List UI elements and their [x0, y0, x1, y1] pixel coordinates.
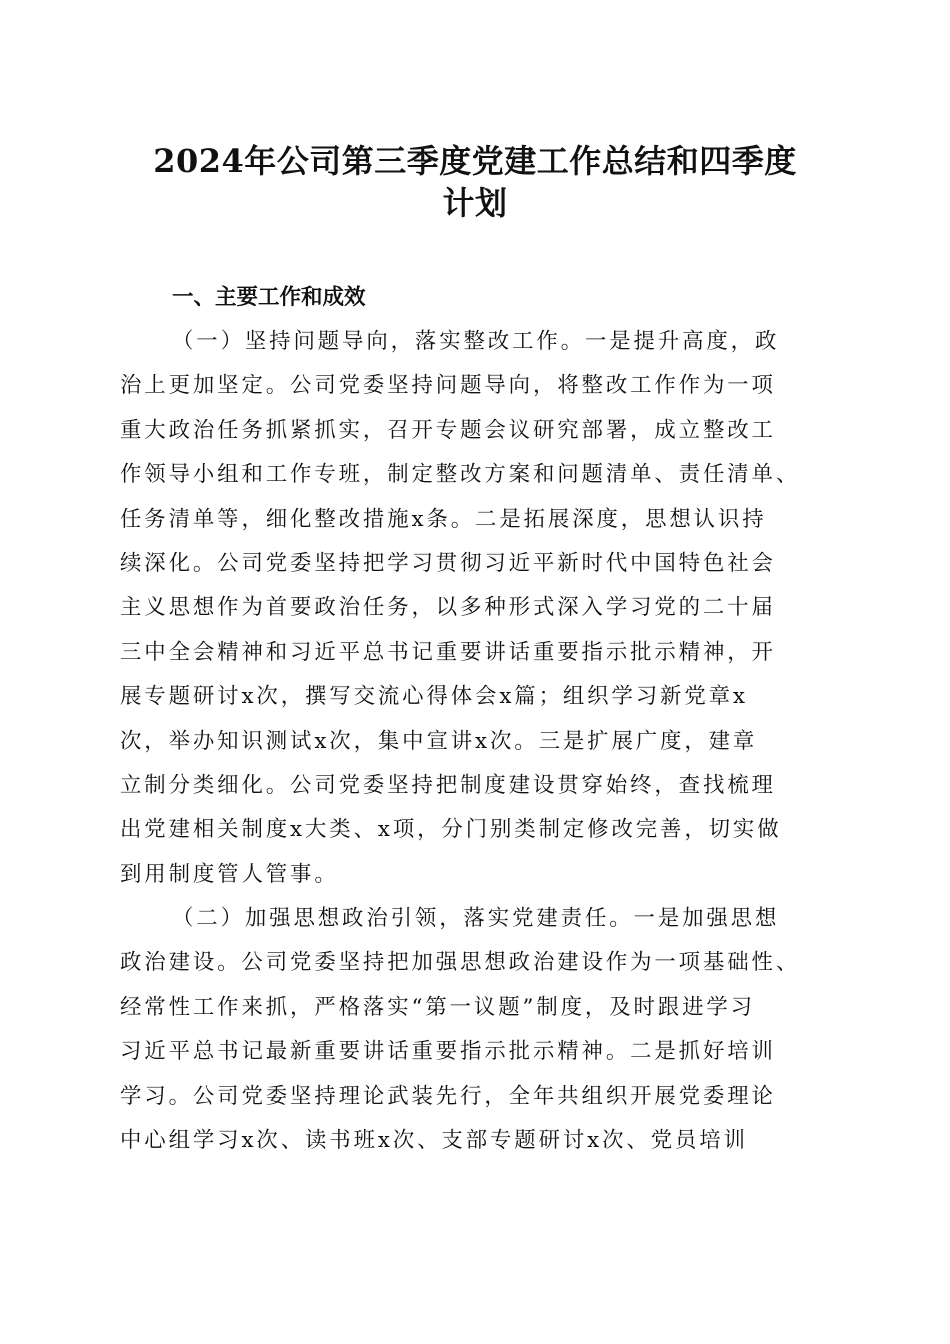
paragraph-line: 任务清单等，细化整改措施x条。二是拓展深度，思想认识持 — [120, 506, 767, 532]
paragraph-rectification — [120, 320, 840, 897]
paragraph-line: 主义思想作为首要政治任务，以多种形式深入学习党的二十届 — [120, 595, 776, 621]
title-line: 2024年公司第三季度党建工作总结和四季度 — [153, 142, 797, 180]
paragraph-line: 经常性工作来抓，严格落实“第一议题”制度，及时跟进学习 — [120, 994, 755, 1020]
section-heading: 一、主要工作和成效 — [172, 285, 366, 310]
paragraph-line: 到用制度管人管事。 — [120, 861, 339, 887]
paragraph-line: 中心组学习x次、读书班x次、支部专题研讨x次、党员培训 — [120, 1127, 748, 1153]
paragraph-line: 政治建设。公司党委坚持把加强思想政治建设作为一项基础性、 — [120, 950, 801, 976]
document-title — [100, 140, 850, 224]
paragraph-line: 次，举办知识测试x次，集中宣讲x次。三是扩展广度，建章 — [120, 728, 758, 754]
paragraph-line: 学习。公司党委坚持理论武装先行，全年共组织开展党委理论 — [120, 1083, 776, 1109]
paragraph-line: 重大政治任务抓紧抓实，召开专题会议研究部署，成立整改工 — [120, 417, 776, 443]
paragraph-line: 立制分类细化。公司党委坚持把制度建设贯穿始终，查找梳理 — [120, 772, 776, 798]
paragraph-line: 治上更加坚定。公司党委坚持问题导向，将整改工作作为一项 — [120, 373, 776, 399]
paragraph-line: 展专题研讨x次，撰写交流心得体会x篇；组织学习新党章x — [120, 684, 748, 710]
paragraph-line: 出党建相关制度x大类、x项，分门别类制定修改完善，切实做 — [120, 817, 782, 843]
paragraph-line: 习近平总书记最新重要讲话重要指示批示精神。二是抓好培训 — [120, 1039, 776, 1065]
paragraph-line: 作领导小组和工作专班，制定整改方案和问题清单、责任清单、 — [120, 462, 801, 488]
paragraph-line: （二）加强思想政治引领，落实党建责任。一是加强思想 — [172, 906, 780, 931]
title-line: 计划 — [442, 184, 508, 222]
paragraph-line: （一）坚持问题导向，落实整改工作。一是提升高度，政 — [172, 329, 780, 354]
paragraph-line: 三中全会精神和习近平总书记重要讲话重要指示批示精神，开 — [120, 639, 776, 665]
paragraph-political-guidance — [120, 897, 840, 1163]
paragraph-line: 续深化。公司党委坚持把学习贯彻习近平新时代中国特色社会 — [120, 550, 776, 576]
